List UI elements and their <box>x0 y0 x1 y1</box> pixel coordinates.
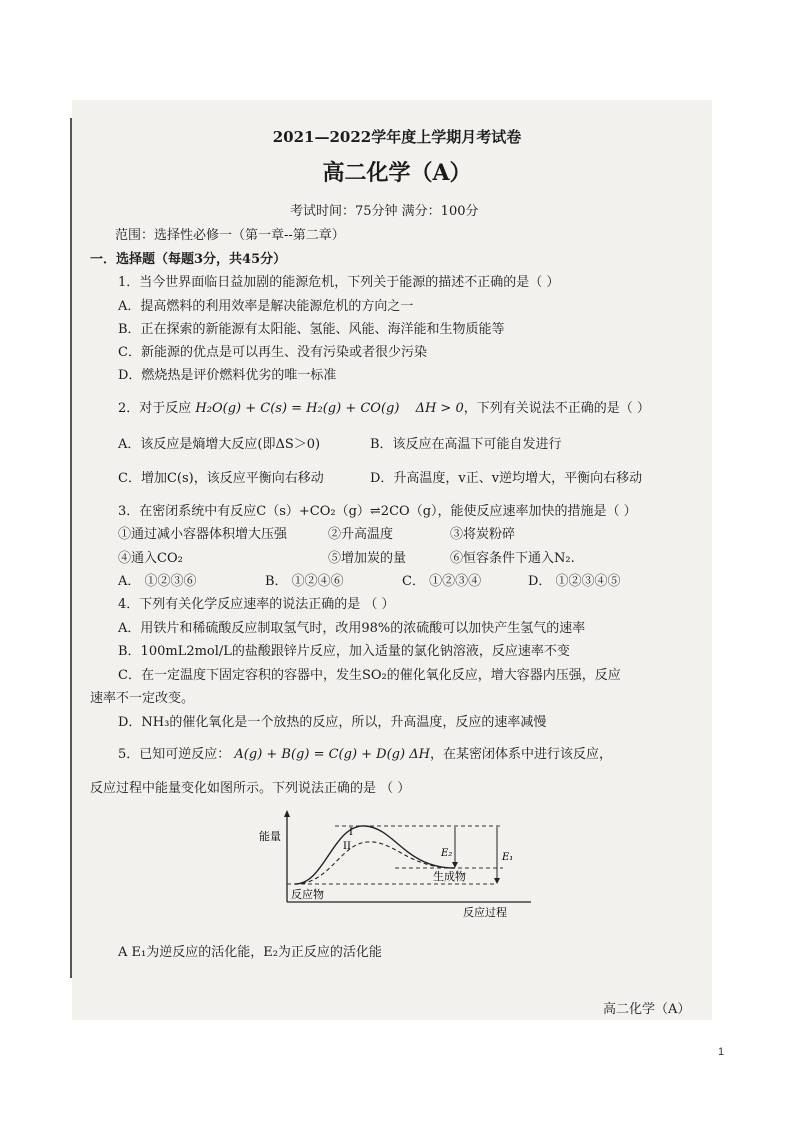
q5-stem-line2: 反应过程中能量变化如图所示。下列说法正确的是 （ ） <box>90 781 411 796</box>
footer-label: 高二化学（A） <box>603 1002 691 1017</box>
q4-option-b: B．100mL2mol/L的盐酸跟锌片反应，加入适量的氯化钠溶液，反应速率不变 <box>118 644 570 659</box>
q2-stem-prefix: 2．对于反应 <box>118 401 192 416</box>
q2-option-b: B．该反应在高温下可能自发进行 <box>370 437 562 452</box>
q3-stem: 3．在密闭系统中有反应C（s）+CO₂（g）⇌2CO（g），能使反应速率加快的措施是（ ） <box>118 504 637 519</box>
q3-option-a: A． ①②③⑥ <box>118 574 197 589</box>
q1-option-d: D．燃烧热是评价燃料优劣的唯一标准 <box>118 368 337 383</box>
e2-arrowhead <box>452 862 458 868</box>
q5-stem-prefix: 5．已知可逆反应： <box>118 747 231 762</box>
y-axis-arrow <box>284 810 290 817</box>
y-axis-label: 能量 <box>259 830 281 843</box>
exam-meta: 考试时间：75分钟 满分：100分 <box>290 204 479 219</box>
q2-delta: ΔH > 0 <box>415 401 464 416</box>
q2-stem <box>118 400 650 418</box>
curve-ii-label: II <box>343 841 351 852</box>
q2-option-d: D．升高温度，v正、v逆均增大，平衡向右移动 <box>370 471 643 486</box>
q1-option-b: B．正在探索的新能源有太阳能、氢能、风能、海洋能和生物质能等 <box>118 322 505 337</box>
q5-stem <box>118 746 612 764</box>
energy-diagram <box>255 810 535 918</box>
curve-ii <box>295 842 455 884</box>
exam-title: 2021—2022学年度上学期月考试卷 <box>272 128 522 146</box>
q4-option-c-line2: 速率不一定改变。 <box>90 691 195 706</box>
q3-item-5: ⑤增加炭的量 <box>328 551 407 566</box>
e1-arrowhead <box>494 878 500 884</box>
q5-stem-suffix: ，在某密闭体系中进行该反应， <box>429 747 612 762</box>
curve-i <box>295 826 455 884</box>
q3-item-2: ②升高温度 <box>328 527 394 542</box>
q2-option-a: A．该反应是熵增大反应(即ΔS＞0) <box>118 437 321 452</box>
q2-equation: H₂O(g) + C(s) = H₂(g) + CO(g) <box>195 401 400 416</box>
x-axis-label: 反应过程 <box>463 906 507 918</box>
q3-item-1: ①通过减小容器体积增大压强 <box>118 527 288 542</box>
q3-option-b: B． ①②④⑥ <box>265 574 344 589</box>
page-number: 1 <box>718 1046 725 1058</box>
e2-label: E₂ <box>441 848 453 859</box>
q4-option-d: D．NH₃的催化氧化是一个放热的反应，所以，升高温度，反应的速率减慢 <box>118 715 547 730</box>
q4-option-c-line1: C．在一定温度下固定容积的容器中，发生SO₂的催化氧化反应，增大容器内压强，反应 <box>118 668 621 683</box>
q4-option-a: A．用铁片和稀硫酸反应制取氢气时，改用98%的浓硫酸可以加快产生氢气的速率 <box>118 621 586 636</box>
q1-option-c: C．新能源的优点是可以再生、没有污染或者很少污染 <box>118 345 427 360</box>
e1-label: E₁ <box>502 852 514 863</box>
products-label: 生成物 <box>433 870 466 883</box>
q3-option-d: D． ①②③④⑤ <box>528 574 621 589</box>
q5-option-a: A E₁为逆反应的活化能，E₂为正反应的活化能 <box>118 945 382 960</box>
q1-option-a: A．提高燃料的利用效率是解决能源危机的方向之一 <box>118 299 414 314</box>
q1-stem: 1．当今世界面临日益加剧的能源危机，下列关于能源的描述不正确的是（ ） <box>118 275 560 290</box>
q2-option-c: C．增加C(s)，该反应平衡向右移动 <box>118 471 324 486</box>
q3-item-6: ⑥恒容条件下通入N₂. <box>450 551 575 566</box>
section-title: 一．选择题（每题3分，共45分） <box>90 252 287 267</box>
binding-line <box>70 118 72 978</box>
curve-i-label: I <box>349 827 353 838</box>
q4-stem: 4．下列有关化学反应速率的说法正确的是 （ ） <box>118 597 395 612</box>
q3-option-c: C． ①②③④ <box>402 574 482 589</box>
subject-title: 高二化学（A） <box>322 160 472 186</box>
q3-item-3: ③将炭粉碎 <box>450 527 516 542</box>
exam-scope: 范围：选择性必修一（第一章--第二章） <box>115 228 345 243</box>
q3-item-4: ④通入CO₂ <box>118 551 183 566</box>
reactants-label: 反应物 <box>291 888 324 901</box>
q2-stem-suffix: ，下列有关说法不正确的是（ ） <box>463 401 650 416</box>
q5-equation: A(g) + B(g) = C(g) + D(g) ΔH <box>234 747 430 762</box>
